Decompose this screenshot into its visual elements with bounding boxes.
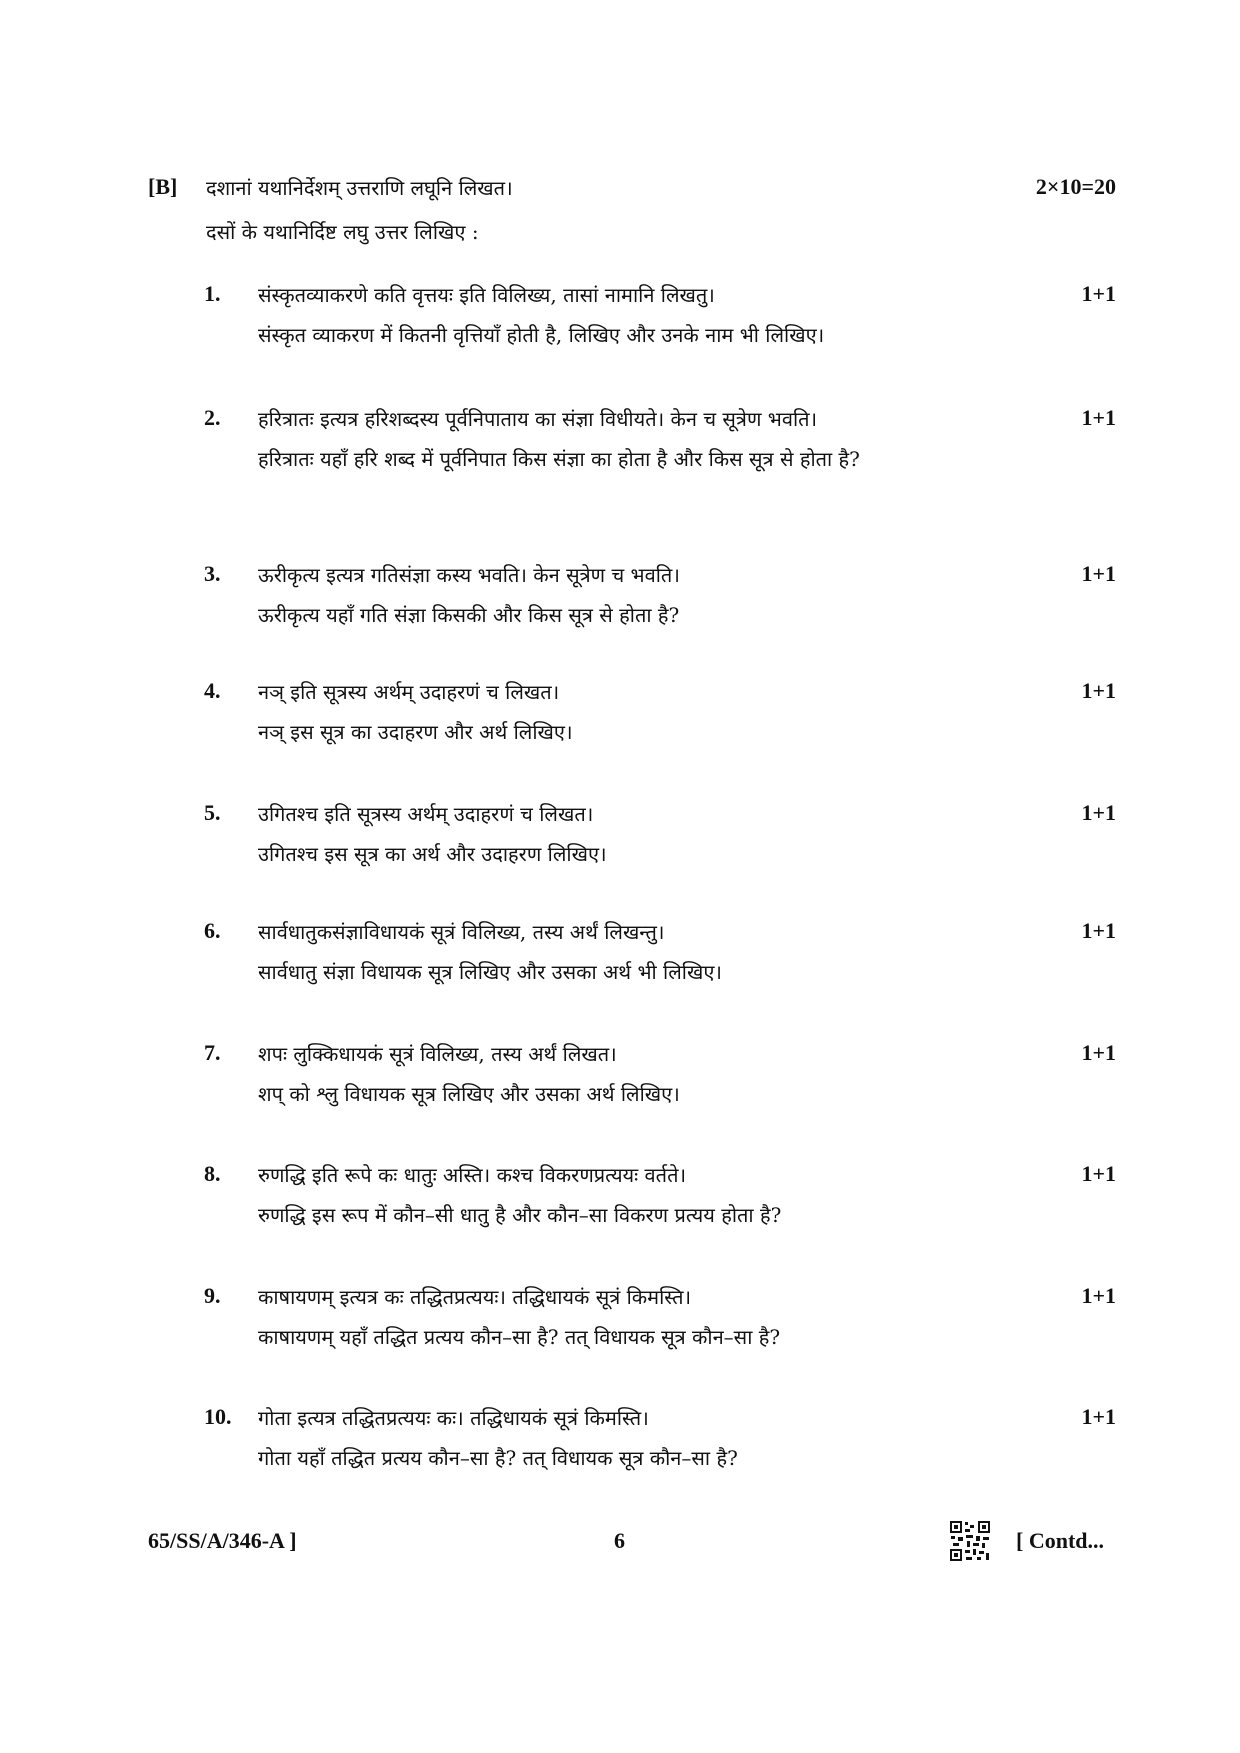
- question-hindi: संस्कृत व्याकरण में कितनी वृत्तियाँ होती है, लिखिए और उनके नाम भी लिखिए।: [258, 323, 825, 347]
- question-sanskrit: रुणद्धि इति रूपे कः धातुः अस्ति। कश्च विकरणप्रत्ययः वर्तते।: [258, 1163, 687, 1187]
- section-instruction-sanskrit: दशानां यथानिर्देशम् उत्तराणि लघूनि लिखत।: [206, 176, 513, 200]
- paper-code: 65/SS/A/346-A ]: [148, 1528, 297, 1553]
- question-hindi: रुणद्धि इस रूप में कौन–सी धातु है और कौन–सा विकरण प्रत्यय होता है?: [258, 1203, 782, 1227]
- page-number: 6: [614, 1528, 625, 1553]
- question-hindi: हरित्रातः यहाँ हरि शब्द में पूर्वनिपात किस संज्ञा का होता है और किस सूत्र से होता है?: [258, 447, 860, 471]
- question-sanskrit: सार्वधातुकसंज्ञाविधायकं सूत्रं विलिख्य, तस्य अर्थं लिखन्तु।: [258, 920, 665, 944]
- question-hindi: ऊरीकृत्य यहाँ गति संज्ञा किसकी और किस सूत्र से होता है?: [258, 603, 680, 627]
- continued-label: [ Contd...: [1016, 1528, 1105, 1553]
- question-sanskrit: संस्कृतव्याकरणे कति वृत्तयः इति विलिख्य, तासां नामानि लिखतु।: [258, 283, 715, 307]
- section-instruction-hindi: दसों के यथानिर्दिष्ट लघु उत्तर लिखिए :: [206, 220, 479, 244]
- question-marks: 1+1: [1081, 1283, 1116, 1308]
- section-marks: 2×10=20: [1035, 174, 1116, 199]
- question-number: 9.: [204, 1283, 221, 1308]
- question-marks: 1+1: [1081, 800, 1116, 825]
- question-marks: 1+1: [1081, 678, 1116, 703]
- question-number: 2.: [204, 405, 221, 430]
- question-sanskrit: शपः लुक्किधायकं सूत्रं विलिख्य, तस्य अर्थं लिखत।: [258, 1042, 617, 1066]
- question-marks: 1+1: [1081, 561, 1116, 586]
- question-hindi: काषायणम् यहाँ तद्धित प्रत्यय कौन–सा है? तत् विधायक सूत्र कौन–सा है?: [258, 1325, 781, 1349]
- question-marks: 1+1: [1081, 281, 1116, 306]
- question-marks: 1+1: [1081, 918, 1116, 943]
- question-number: 8.: [204, 1161, 221, 1186]
- question-marks: 1+1: [1081, 405, 1116, 430]
- question-hindi: सार्वधातु संज्ञा विधायक सूत्र लिखिए और उसका अर्थ भी लिखिए।: [258, 960, 722, 984]
- question-sanskrit: काषायणम् इत्यत्र कः तद्धितप्रत्ययः। तद्धिधायकं सूत्रं किमस्ति।: [258, 1285, 692, 1309]
- question-hindi: उगितश्च इस सूत्र का अर्थ और उदाहरण लिखिए।: [258, 842, 607, 866]
- question-number: 6.: [204, 918, 221, 943]
- question-number: 7.: [204, 1040, 221, 1065]
- question-hindi: शप् को श्लु विधायक सूत्र लिखिए और उसका अर्थ लिखिए।: [258, 1082, 680, 1106]
- question-sanskrit: उगितश्च इति सूत्रस्य अर्थम् उदाहरणं च लिखत।: [258, 802, 594, 826]
- question-sanskrit: गोता इत्यत्र तद्धितप्रत्ययः कः। तद्धिधायकं सूत्रं किमस्ति।: [258, 1406, 649, 1430]
- question-hindi: गोता यहाँ तद्धित प्रत्यय कौन–सा है? तत् विधायक सूत्र कौन–सा है?: [258, 1446, 738, 1470]
- question-marks: 1+1: [1081, 1161, 1116, 1186]
- question-sanskrit: ऊरीकृत्य इत्यत्र गतिसंज्ञा कस्य भवति। केन सूत्रेण च भवति।: [258, 563, 680, 587]
- question-number: 3.: [204, 561, 221, 586]
- question-marks: 1+1: [1081, 1404, 1116, 1429]
- section-label: [B]: [148, 174, 178, 199]
- question-hindi: नञ् इस सूत्र का उदाहरण और अर्थ लिखिए।: [258, 720, 573, 744]
- question-marks: 1+1: [1081, 1040, 1116, 1065]
- question-number: 10.: [204, 1404, 232, 1429]
- question-number: 4.: [204, 678, 221, 703]
- qr-code-icon: [949, 1520, 991, 1562]
- question-sanskrit: हरित्रातः इत्यत्र हरिशब्दस्य पूर्वनिपाताय का संज्ञा विधीयते। केन च सूत्रेण भवति।: [258, 407, 818, 431]
- question-number: 1.: [204, 281, 221, 306]
- question-number: 5.: [204, 800, 221, 825]
- question-sanskrit: नञ् इति सूत्रस्य अर्थम् उदाहरणं च लिखत।: [258, 680, 560, 704]
